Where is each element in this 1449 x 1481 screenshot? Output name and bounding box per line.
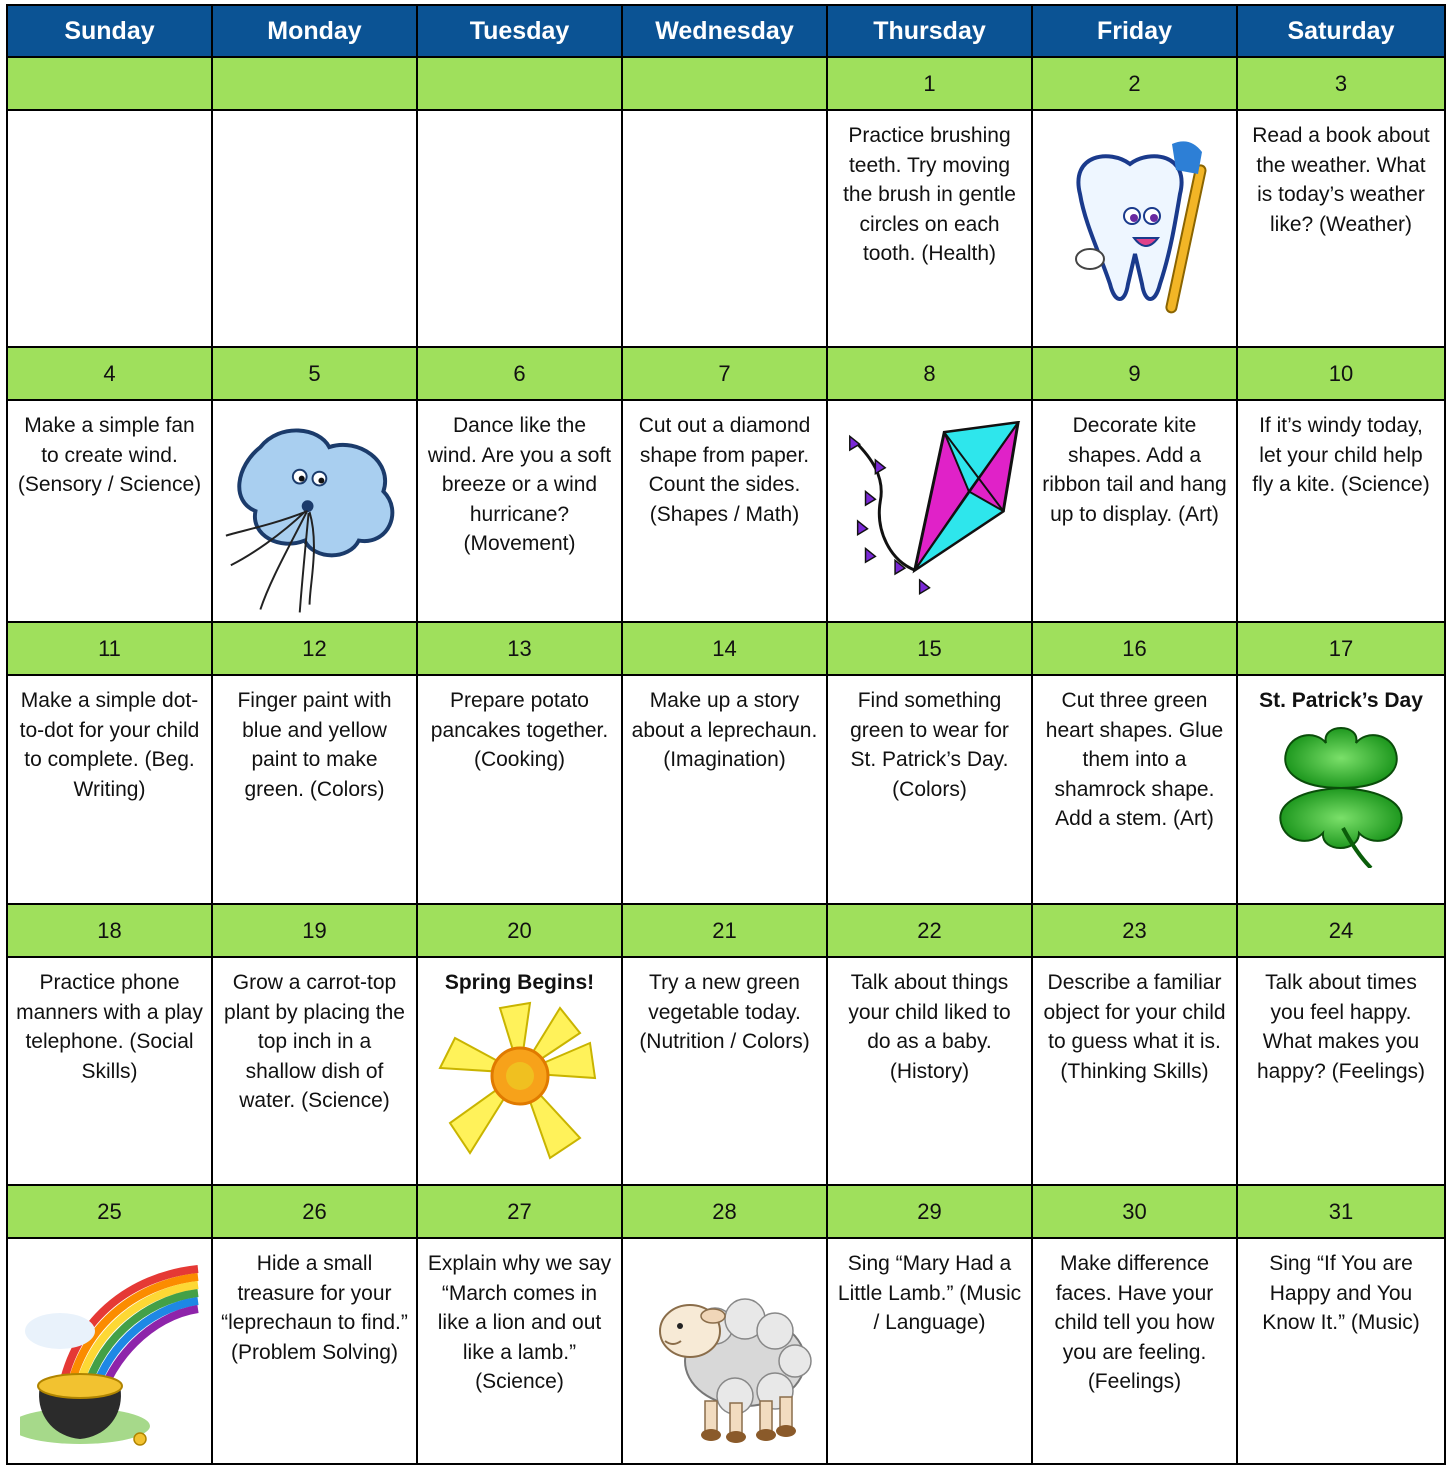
date-number: 17 (1238, 623, 1446, 676)
date-number: 1 (828, 58, 1033, 111)
date-number: 13 (418, 623, 623, 676)
date-number: 28 (623, 1186, 828, 1239)
activity-cell-image (213, 401, 418, 623)
activity-row (8, 1239, 1446, 1465)
weekday-friday: Friday (1033, 6, 1238, 58)
date-number (623, 58, 828, 111)
date-number: 4 (8, 348, 213, 401)
activity-cell: Decorate kite shapes. Add a ribbon tail and hang up to display. (Art) (1033, 401, 1238, 623)
activity-cell: Hide a small treasure for your “leprechaun to find.” (Problem Solving) (213, 1239, 418, 1465)
date-number: 12 (213, 623, 418, 676)
weekday-header-row (8, 6, 1446, 58)
activity-cell: Describe a familiar object for your child to guess what it is. (Thinking Skills) (1033, 958, 1238, 1186)
date-number: 10 (1238, 348, 1446, 401)
march-calendar (6, 4, 1446, 1465)
date-row (8, 905, 1446, 958)
activity-cell (213, 111, 418, 348)
activity-cell: Read a book about the weather. What is today’s weather like? (Weather) (1238, 111, 1446, 348)
holiday-title: Spring Begins! (444, 971, 595, 994)
date-number: 27 (418, 1186, 623, 1239)
wind-cloud-icon (221, 416, 408, 616)
activity-cell: Explain why we say “March comes in like a lion and out like a lamb.” (Science) (418, 1239, 623, 1465)
activity-cell: Sing “Mary Had a Little Lamb.” (Music / Language) (828, 1239, 1033, 1465)
date-number: 29 (828, 1186, 1033, 1239)
date-number: 21 (623, 905, 828, 958)
activity-cell: Try a new green vegetable today. (Nutrition / Colors) (623, 958, 828, 1186)
activity-cell: Make difference faces. Have your child tell you how you are feeling. (Feelings) (1033, 1239, 1238, 1465)
weekday-thursday: Thursday (828, 6, 1033, 58)
activity-cell: Practice phone manners with a play telephone. (Social Skills) (8, 958, 213, 1186)
activity-row (8, 401, 1446, 623)
activity-cell (8, 111, 213, 348)
date-row (8, 623, 1446, 676)
activity-cell: Talk about times you feel happy. What makes you happy? (Feelings) (1238, 958, 1446, 1186)
date-number: 2 (1033, 58, 1238, 111)
activity-cell-holiday (418, 958, 623, 1186)
activity-cell: If it’s windy today, let your child help fly a kite. (Science) (1238, 401, 1446, 623)
activity-cell: Finger paint with blue and yellow paint to make green. (Colors) (213, 676, 418, 905)
date-number: 8 (828, 348, 1033, 401)
date-number: 15 (828, 623, 1033, 676)
activity-cell: Make a simple dot-to-dot for your child to complete. (Beg. Writing) (8, 676, 213, 905)
weekday-tuesday: Tuesday (418, 6, 623, 58)
holiday-title: St. Patrick’s Day (1259, 689, 1423, 712)
date-number: 18 (8, 905, 213, 958)
date-number: 5 (213, 348, 418, 401)
date-number: 19 (213, 905, 418, 958)
date-number: 7 (623, 348, 828, 401)
date-number (418, 58, 623, 111)
date-number: 6 (418, 348, 623, 401)
date-number: 23 (1033, 905, 1238, 958)
activity-cell-image (8, 1239, 213, 1465)
weekday-saturday: Saturday (1238, 6, 1446, 58)
activity-cell: Practice brushing teeth. Try moving the brush in gentle circles on each tooth. (Health) (828, 111, 1033, 348)
activity-cell: Cut three green heart shapes. Glue them into a shamrock shape. Add a stem. (Art) (1033, 676, 1238, 905)
shamrock-icon (1261, 718, 1421, 868)
activity-cell-image (623, 1239, 828, 1465)
date-number: 31 (1238, 1186, 1446, 1239)
activity-row (8, 111, 1446, 348)
activity-cell-holiday (1238, 676, 1446, 905)
date-row (8, 348, 1446, 401)
lamb-icon (635, 1261, 815, 1451)
activity-cell-image (1033, 111, 1238, 348)
weekday-sunday: Sunday (8, 6, 213, 58)
activity-cell: Prepare potato pancakes together. (Cooking) (418, 676, 623, 905)
activity-cell-image (828, 401, 1033, 623)
rainbow-pot-of-gold-icon (20, 1261, 200, 1451)
weekday-wednesday: Wednesday (623, 6, 828, 58)
kite-icon (836, 421, 1023, 611)
date-number: 11 (8, 623, 213, 676)
date-number: 14 (623, 623, 828, 676)
date-number: 24 (1238, 905, 1446, 958)
activity-row (8, 676, 1446, 905)
date-number: 30 (1033, 1186, 1238, 1239)
activity-cell: Talk about things your child liked to do as a baby. (History) (828, 958, 1033, 1186)
date-number: 9 (1033, 348, 1238, 401)
date-number: 25 (8, 1186, 213, 1239)
date-row (8, 58, 1446, 111)
activity-cell: Cut out a diamond shape from paper. Count the sides. (Shapes / Math) (623, 401, 828, 623)
date-row (8, 1186, 1446, 1239)
activity-cell (418, 111, 623, 348)
activity-cell: Sing “If You are Happy and You Know It.” (Music) (1238, 1239, 1446, 1465)
daffodil-icon (430, 998, 610, 1163)
tooth-with-toothbrush-icon (1060, 134, 1210, 334)
activity-cell: Make up a story about a leprechaun. (Imagination) (623, 676, 828, 905)
date-number: 26 (213, 1186, 418, 1239)
date-number: 22 (828, 905, 1033, 958)
activity-cell: Dance like the wind. Are you a soft breeze or a wind hurricane? (Movement) (418, 401, 623, 623)
date-number: 3 (1238, 58, 1446, 111)
date-number: 16 (1033, 623, 1238, 676)
weekday-monday: Monday (213, 6, 418, 58)
date-number (8, 58, 213, 111)
activity-row (8, 958, 1446, 1186)
activity-cell: Grow a carrot-top plant by placing the top inch in a shallow dish of water. (Science) (213, 958, 418, 1186)
date-number: 20 (418, 905, 623, 958)
activity-cell (623, 111, 828, 348)
date-number (213, 58, 418, 111)
activity-cell: Make a simple fan to create wind. (Sensory / Science) (8, 401, 213, 623)
activity-cell: Find something green to wear for St. Patrick’s Day. (Colors) (828, 676, 1033, 905)
